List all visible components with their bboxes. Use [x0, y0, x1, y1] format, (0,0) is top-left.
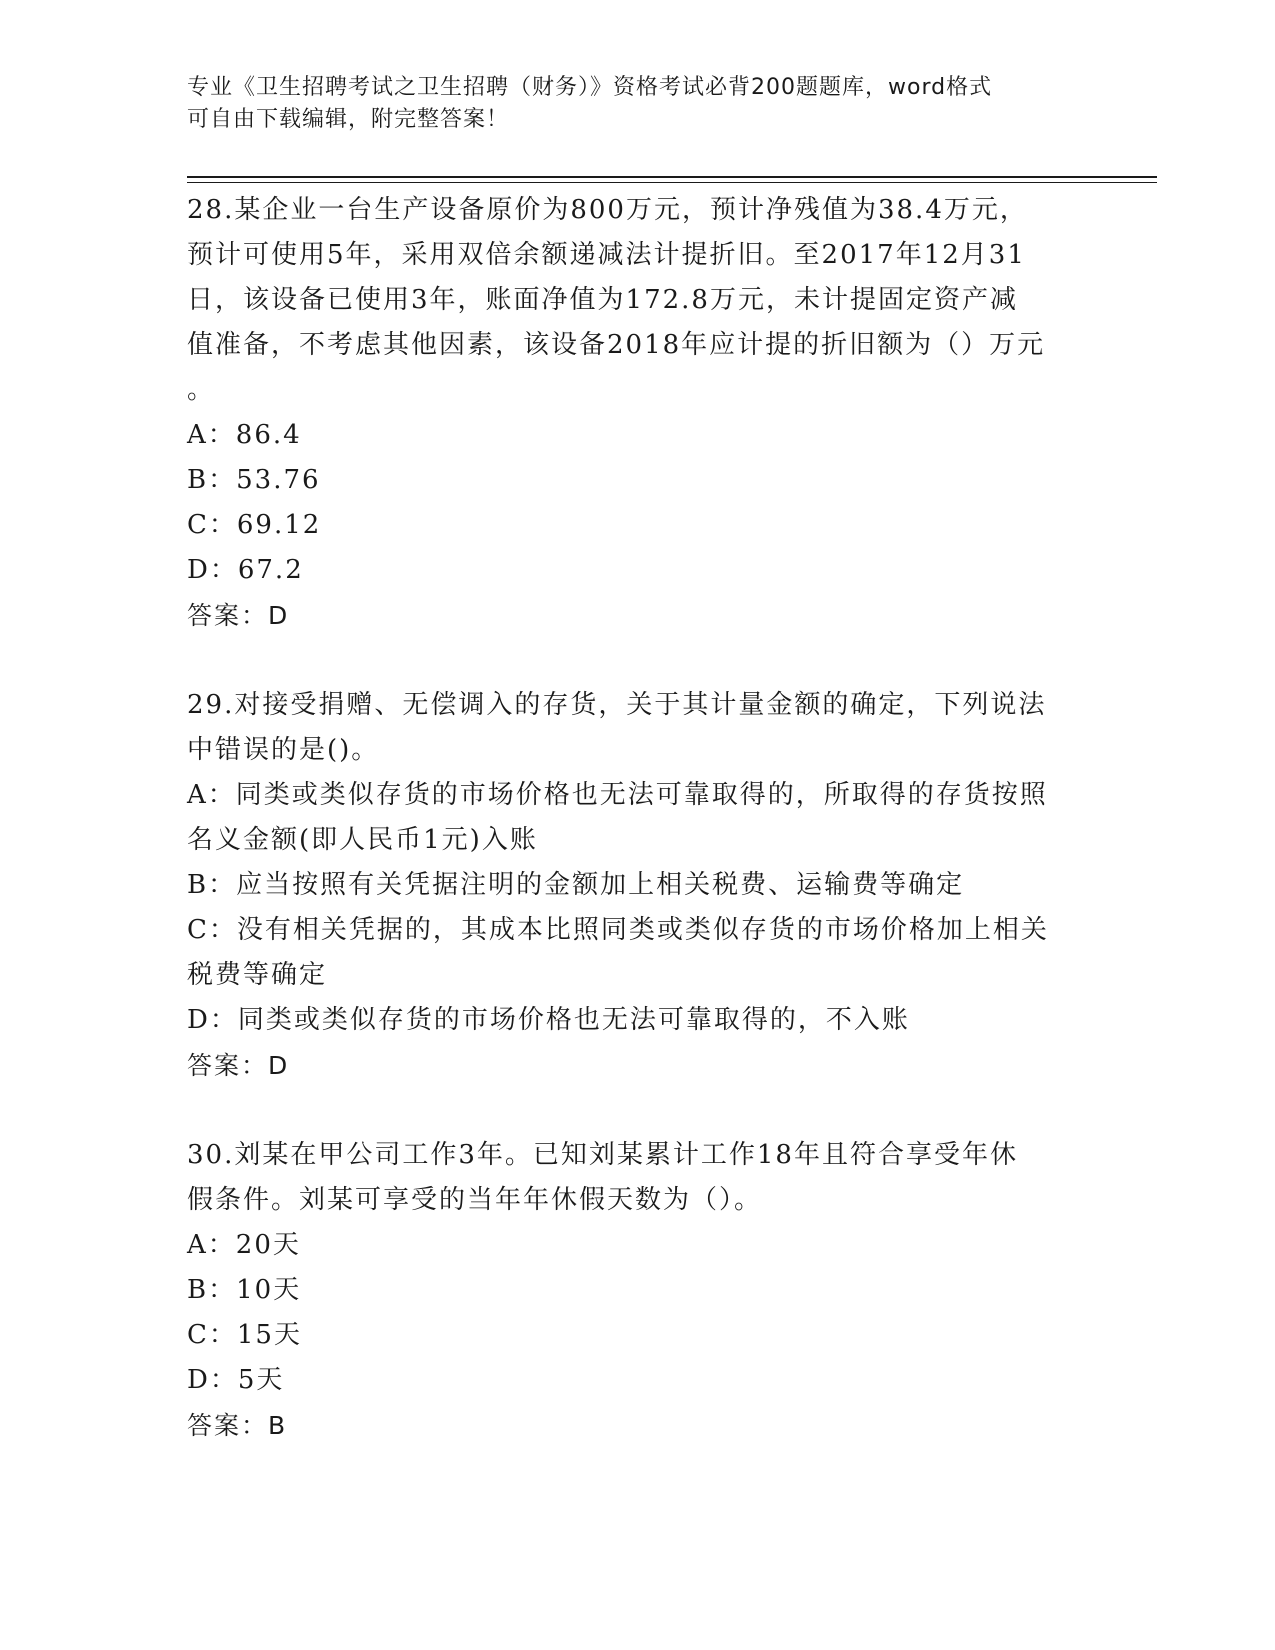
- answer-option-B: B：应当按照有关凭据注明的金额加上相关税费、运输费等确定: [187, 870, 965, 900]
- answer-option-C: C：69.12: [187, 510, 322, 540]
- answer-option-C: C：15天: [187, 1320, 302, 1350]
- answer-option-B: B：53.76: [187, 465, 321, 495]
- question-stem-line: 假条件。刘某可享受的当年年休假天数为（）。: [187, 1185, 763, 1215]
- correct-answer: 答案：D: [187, 1051, 290, 1080]
- question-stem-line: 日，该设备已使用3年，账面净值为172.8万元，未计提固定资产减: [187, 285, 1018, 315]
- answer-option-D: D：5天: [187, 1365, 285, 1395]
- answer-option-A: 名义金额(即人民币1元)入账: [187, 825, 538, 855]
- header-line-2: 可自由下载编辑，附完整答案！: [187, 107, 510, 132]
- question-29: [187, 683, 1077, 1088]
- header-line-1: 专业《卫生招聘考试之卫生招聘（财务）》资格考试必背200题题库，word格式: [187, 75, 993, 100]
- header-divider-thick: [187, 176, 1157, 178]
- question-stem-line: 值准备，不考虑其他因素，该设备2018年应计提的折旧额为（）万元: [187, 330, 1046, 360]
- question-30: [187, 1133, 1077, 1448]
- answer-option-B: B：10天: [187, 1275, 302, 1305]
- question-stem-line: 预计可使用5年，采用双倍余额递减法计提折旧。至2017年12月31: [187, 240, 1026, 270]
- question-stem-line: 30.刘某在甲公司工作3年。已知刘某累计工作18年且符合享受年休: [187, 1140, 1018, 1170]
- answer-option-C: C：没有相关凭据的，其成本比照同类或类似存货的市场价格加上相关: [187, 915, 1049, 945]
- answer-option-D: D：67.2: [187, 555, 304, 585]
- question-stem-line: 中错误的是()。: [187, 735, 380, 765]
- answer-option-C: 税费等确定: [187, 960, 328, 990]
- correct-answer: 答案：B: [187, 1411, 288, 1440]
- question-list: [187, 188, 1077, 1448]
- answer-option-A: A：86.4: [187, 420, 302, 450]
- correct-answer: 答案：D: [187, 601, 290, 630]
- question-stem-line: 28.某企业一台生产设备原价为800万元，预计净残值为38.4万元，: [187, 195, 1028, 225]
- question-stem-line: 29.对接受捐赠、无偿调入的存货，关于其计量金额的确定，下列说法: [187, 690, 1047, 720]
- answer-option-A: A：同类或类似存货的市场价格也无法可靠取得的，所取得的存货按照: [187, 780, 1048, 810]
- answer-option-A: A：20天: [187, 1230, 301, 1260]
- question-spacer: [187, 1088, 1077, 1133]
- question-28: [187, 188, 1077, 638]
- header-divider-thin: [187, 182, 1157, 183]
- document-header: [187, 72, 1067, 136]
- question-spacer: [187, 638, 1077, 683]
- question-stem-line: 。: [187, 375, 216, 405]
- answer-option-D: D：同类或类似存货的市场价格也无法可靠取得的，不入账: [187, 1005, 910, 1035]
